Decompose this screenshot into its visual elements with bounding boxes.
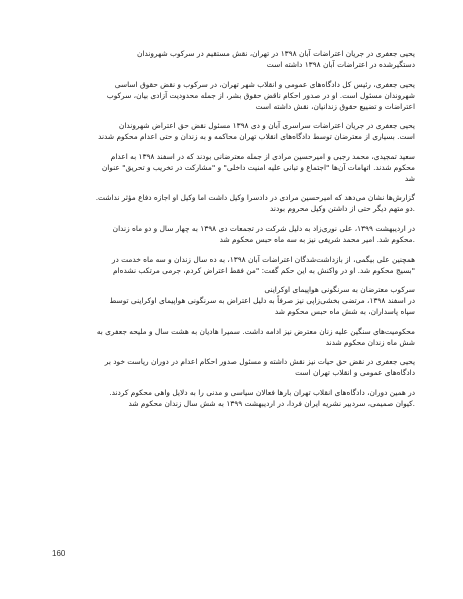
text-line: در اردیبهشت ۱۳۹۹، علی نوری‌زاد به دلیل شرکت در تجمعات دی ۱۳۹۸ به چهار سال و دو ماه زندان <box>112 223 415 233</box>
text-line: دستگیرشده در اعتراضات آبان ۱۳۹۸ داشته است <box>266 60 415 69</box>
text-line: شد <box>404 173 415 183</box>
page-number: 160 <box>52 549 66 558</box>
text-line: محکوم شدند. اتهامات آن‌ها "اجتماع و تبانی علیه امنیت داخلی" و "مشارکت در تخریب و تحریق" عنوان <box>101 162 415 172</box>
text-line: سعید تمجیدی، محمد رجبی و امیرحسین مرادی از جمله معترضانی بودند که در اسفند ۱۳۹۸ به اعدام <box>110 151 415 161</box>
text-line: یحیی جعفری، رئیس کل دادگاه‌های عمومی و انقلاب شهر تهران، در سرکوب و نقض حقوق اساسی <box>114 79 415 89</box>
text-line: یحیی جعفری در نقض حق حیات نیز نقش داشته و مسئول صدور احکام اعدام در دوران ریاست خود بر <box>104 357 415 367</box>
paragraph <box>50 387 415 409</box>
text-line: یحیی جعفری در جریان اعتراضات آبان ۱۳۹۸ در تهران، نقش مستقیم در سرکوب شهروندان <box>137 49 415 58</box>
paragraph <box>50 48 415 70</box>
paragraph <box>50 326 415 348</box>
text-line: یحیی جعفری در جریان اعتراضات سراسری آبان و دی ۱۳۹۸ مسئول نقض حق اعتراض شهروندان <box>118 121 415 131</box>
text-line: سپاه پاسداران، به شش ماه حبس محکوم شد <box>274 307 415 317</box>
body-text <box>50 48 415 418</box>
paragraph <box>50 284 415 317</box>
paragraph <box>50 79 415 112</box>
text-line: اعتراضات و تضییع حقوق زندانیان، نقش داشته است <box>255 101 415 111</box>
paragraph <box>50 223 415 245</box>
text-line: دادگاه‌های عمومی و انقلاب تهران است <box>295 368 415 378</box>
text-line: شهروندان مسئول است. او در صدور احکام ناقض حقوق بشر، از جمله محدودیت آزادی بیان، سرکوب <box>106 90 415 100</box>
text-line: سرکوب معترضان به سرنگونی هواپیمای اوکراینی <box>264 285 415 295</box>
text-line: .کیوان صمیمی، سردبیر نشریه ایران فردا، در اردیبهشت ۱۳۹۹ به شش سال زندان محکوم شد <box>128 398 415 408</box>
text-line: .دو متهم دیگر حتی از داشتن وکیل محروم بودند <box>270 204 415 214</box>
paragraph <box>50 151 415 184</box>
text-line: همچنین علی بیگمی، از بازداشت‌شدگان اعتراضات آبان ۱۳۹۸، به ده سال زندان و سه ماه خدمت در <box>111 254 415 264</box>
paragraph <box>50 254 415 276</box>
text-line: محکومیت‌های سنگین علیه زنان معترض نیز ادامه داشت. سمیرا هادیان به هشت سال و ملیحه جعفری به <box>96 326 415 336</box>
text-line: است. بسیاری از معترضان توسط دادگاه‌های انقلاب تهران محاکمه و به زندان و حتی اعدام محکوم شدند <box>98 132 415 142</box>
text-line: در اسفند ۱۳۹۸، مرتضی بخشی‌زاپی نیز صرفاً به دلیل اعتراض به سرنگونی هواپیمای اوکراینی توسط <box>109 296 415 306</box>
text-line: در همین دوران، دادگاه‌های انقلاب تهران بارها فعالان سیاسی و مدنی را به دلایل واهی محکوم کردند. <box>109 387 415 397</box>
text-line: شش ماه زندان محکوم شدند <box>325 337 415 347</box>
text-line: گزارش‌ها نشان می‌دهد که امیرحسین مرادی در دادسرا وکیل داشت اما وکیل او اجازه دفاع مؤثر نداشت. <box>95 193 415 203</box>
paragraph <box>50 192 415 214</box>
paragraph <box>50 120 415 142</box>
text-line: "بسیج محکوم شد. او در واکنش به این حکم گفت: "من فقط اعتراض کردم، جرمی مرتکب نشده‌ام <box>113 265 415 275</box>
text-line: .محکوم شد. امیر محمد شریفی نیز به سه ماه حبس محکوم شد <box>219 234 415 244</box>
paragraph <box>50 356 415 378</box>
